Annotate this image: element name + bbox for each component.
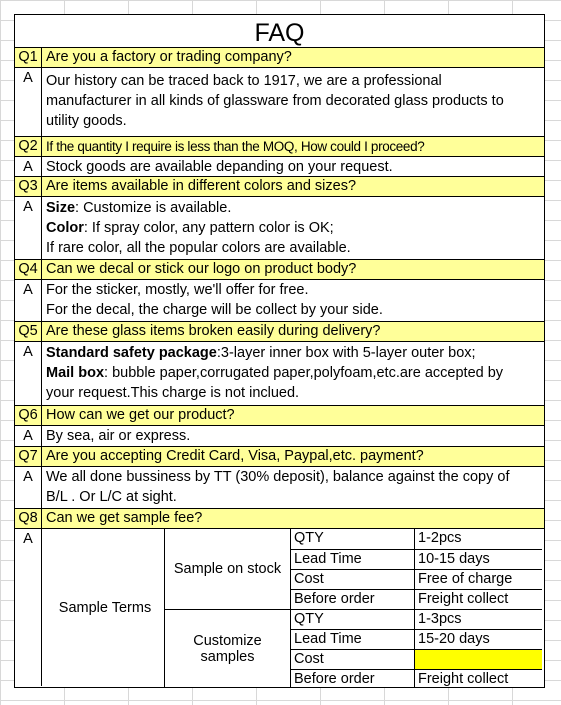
answer-tag: A [15, 342, 42, 405]
sample-key-cell: Cost [290, 649, 414, 669]
answer-line: For the sticker, mostly, we'll offer for free. [46, 282, 309, 298]
sample-value-cell: Freight collect [414, 589, 542, 609]
question-text: If the quantity I require is less than the MOQ, How could I proceed? [46, 139, 425, 154]
standard-package-label: Standard safety package [46, 345, 217, 361]
customize-samples-cell [164, 609, 290, 687]
question-tag: Q3 [15, 177, 42, 196]
question-row-q6 [15, 405, 544, 425]
question-tag: Q7 [15, 447, 42, 466]
answer-row-q5 [15, 341, 544, 405]
question-tag: Q1 [15, 48, 42, 67]
customize-samples-label-line2: samples [200, 648, 255, 665]
question-tag: Q8 [15, 509, 42, 528]
answer-text [46, 343, 540, 403]
answer-row-q1 [15, 67, 544, 136]
rare-color-line: If rare color, all the popular colors are available. [46, 240, 351, 256]
standard-package-line [46, 343, 540, 363]
faq-table [14, 14, 545, 688]
answer-tag: A [15, 426, 42, 446]
answer-row-q7 [15, 466, 544, 508]
answer-row-q4 [15, 279, 544, 321]
answer-row-q2 [15, 156, 544, 176]
color-line [46, 218, 540, 238]
sample-terms-table [46, 529, 544, 689]
question-text: Are you a factory or trading company? [46, 49, 292, 65]
standard-package-text: :3-layer inner box with 5-layer outer box; [216, 345, 476, 361]
sample-value-cell: 1-2pcs [414, 529, 542, 549]
answer-text [46, 157, 540, 177]
sample-terms-label: Sample Terms [58, 600, 152, 616]
page-title: FAQ [254, 19, 305, 47]
answer-line: Stock goods are available depanding on your request. [46, 159, 393, 175]
sample-value-cell: Freight collect [414, 669, 542, 687]
mail-box-line [46, 363, 540, 383]
sample-cost-highlight-cell [414, 649, 542, 669]
question-row-q5 [15, 321, 544, 341]
question-row-q8 [15, 508, 544, 528]
question-tag: Q5 [15, 322, 42, 341]
sample-key-cell: Cost [290, 569, 414, 589]
sample-value-cell: 15-20 days [414, 629, 542, 649]
sample-value-cell: 10-15 days [414, 549, 542, 569]
question-text: Are these glass items broken easily during delivery? [46, 323, 381, 339]
sample-key-cell: Lead Time [290, 629, 414, 649]
sample-key-cell: Lead Time [290, 549, 414, 569]
sample-key-cell: Before order [290, 589, 414, 609]
answer-line: For the decal, the charge will be collect by your side. [46, 302, 383, 318]
answer-line: Our history can be traced back to 1917, we are a professional [46, 73, 442, 89]
answer-row-q3 [15, 196, 544, 259]
sample-key-cell: QTY [290, 609, 414, 629]
question-tag: Q2 [15, 137, 42, 156]
answer-tag: A [15, 157, 42, 176]
answer-text [46, 280, 540, 320]
question-row-q2 [15, 136, 544, 156]
size-label: Size [46, 200, 76, 216]
question-row-q1 [15, 47, 544, 67]
answer-row-q8 [15, 528, 544, 686]
size-line [46, 198, 540, 218]
sample-terms-label-cell [46, 529, 164, 687]
sample-on-stock-cell [164, 529, 290, 609]
question-text: Can we decal or stick our logo on product body? [46, 261, 357, 277]
sample-value-cell: 1-3pcs [414, 609, 542, 629]
question-text: How can we get our product? [46, 407, 235, 423]
answer-line: B/L . Or L/C at sight. [46, 489, 177, 505]
answer-text [46, 426, 540, 446]
answer-tag: A [15, 197, 42, 259]
answer-text [46, 467, 540, 507]
answer-tag: A [15, 280, 42, 321]
sample-value-cell: Free of charge [414, 569, 542, 589]
answer-line: We all done bussiness by TT (30% deposit), balance against the copy of [46, 469, 510, 485]
answer-line: manufacturer in all kinds of glassware from decorated glass products to [46, 93, 504, 109]
sample-on-stock-label: Sample on stock [173, 561, 282, 577]
mail-box-line-2: your request.This charge is not inclued. [46, 385, 300, 401]
question-text: Can we get sample fee? [46, 510, 203, 526]
answer-text [46, 71, 540, 131]
answer-tag: A [15, 68, 42, 136]
sample-key-cell: QTY [290, 529, 414, 549]
customize-samples-label-line1: Customize [193, 632, 262, 649]
mail-box-text: : bubble paper,corrugated paper,polyfoam,etc.are accepted by [104, 365, 504, 381]
answer-line: By sea, air or express. [46, 428, 191, 444]
question-tag: Q4 [15, 260, 42, 279]
question-tag: Q6 [15, 406, 42, 425]
answer-tag: A [15, 529, 42, 686]
color-text: : If spray color, any pattern color is OK; [83, 220, 334, 236]
answer-tag: A [15, 467, 42, 508]
question-row-q4 [15, 259, 544, 279]
question-text: Are items available in different colors and sizes? [46, 178, 357, 194]
color-label: Color [46, 220, 84, 236]
question-row-q7 [15, 446, 544, 466]
answer-row-q6 [15, 425, 544, 446]
question-text: Are you accepting Credit Card, Visa, Paypal,etc. payment? [46, 448, 424, 464]
answer-line: utility goods. [46, 113, 127, 129]
mail-box-label: Mail box [46, 365, 105, 381]
question-row-q3 [15, 176, 544, 196]
answer-text [46, 198, 540, 258]
sample-key-cell: Before order [290, 669, 414, 687]
size-text: : Customize is available. [75, 200, 232, 216]
